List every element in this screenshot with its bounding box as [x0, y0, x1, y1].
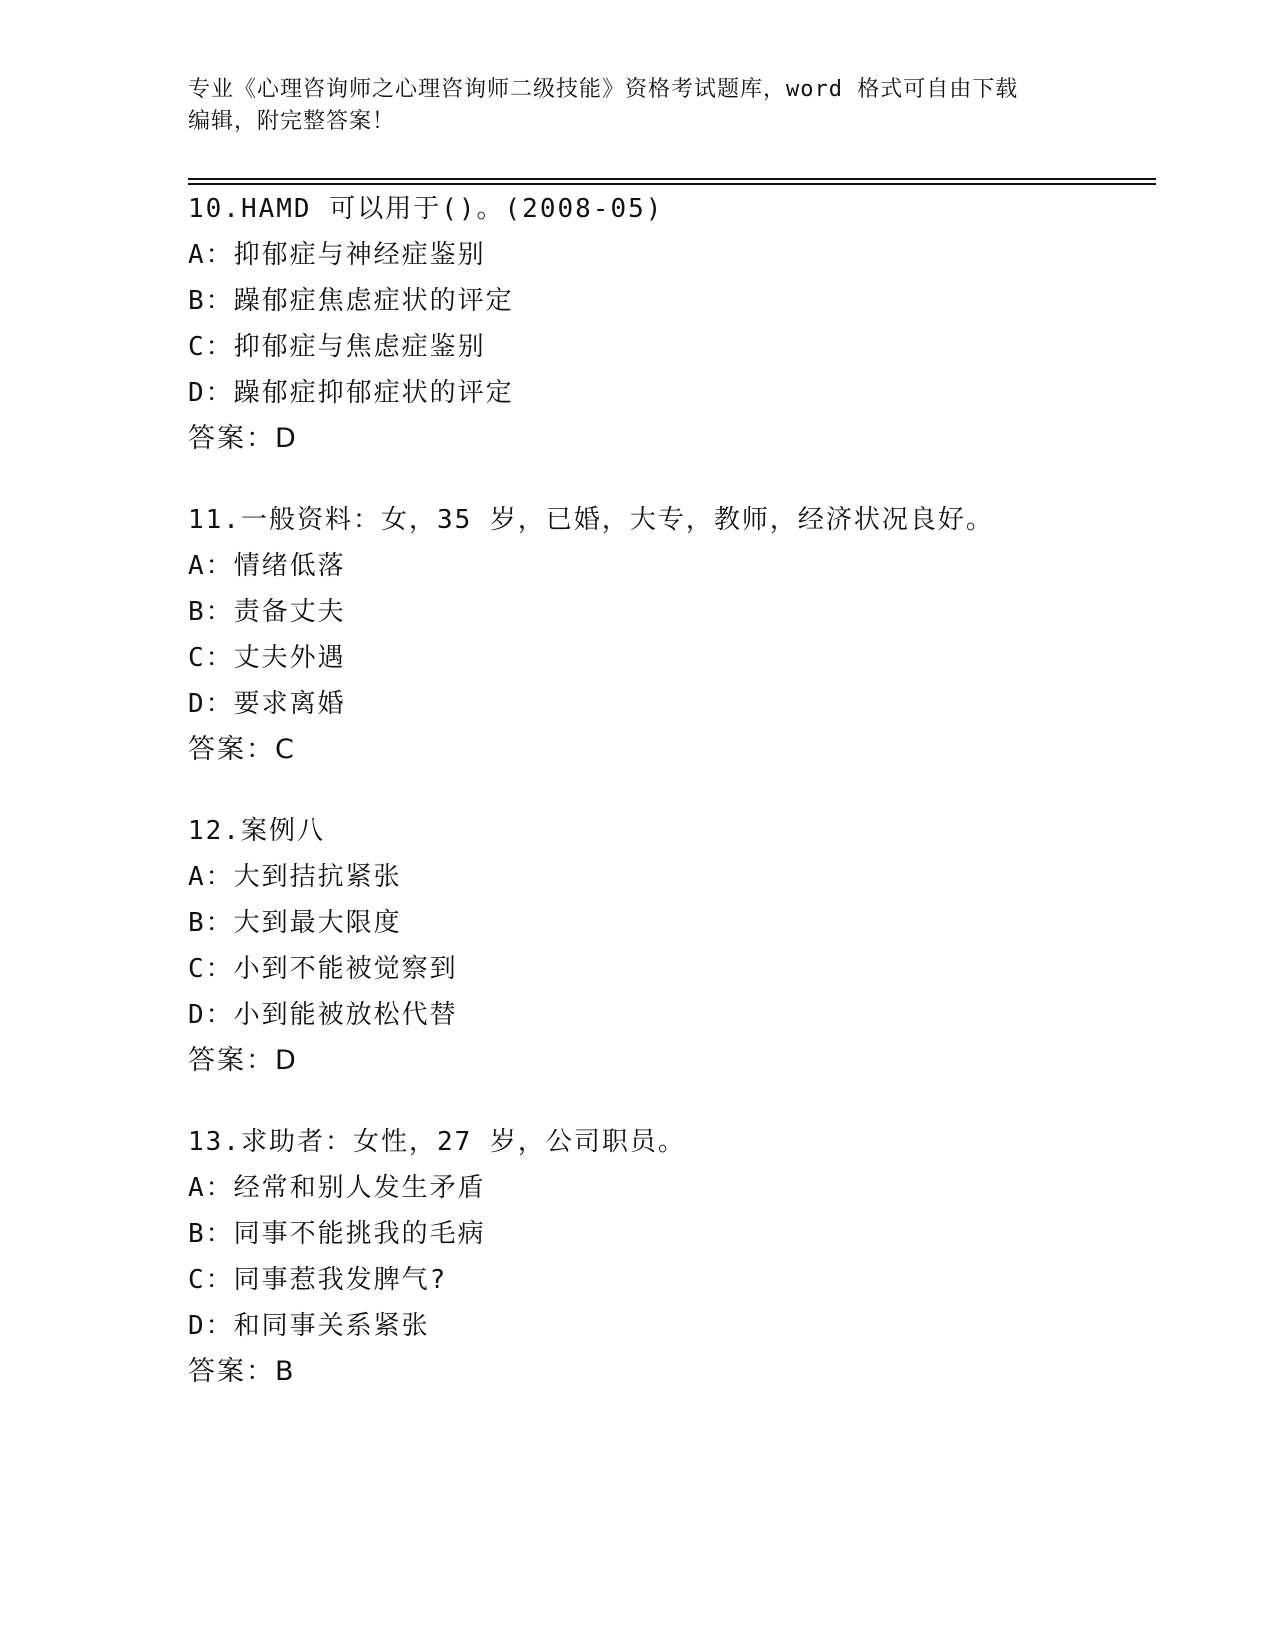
question-13 [188, 1119, 1148, 1395]
option-a: A：抑郁症与神经症鉴别 [188, 240, 486, 270]
option-c: C：小到不能被觉察到 [188, 954, 458, 984]
answer: 答案：B [188, 1356, 296, 1387]
option-c: C：抑郁症与焦虑症鉴别 [188, 332, 486, 362]
answer: 答案：D [188, 1045, 298, 1076]
option-b: B：躁郁症焦虑症状的评定 [188, 286, 514, 316]
option-c: C：丈夫外遇 [188, 643, 346, 673]
question-stem: 12.案例八 [188, 816, 325, 846]
question-stem: 10.HAMD 可以用于()。(2008-05) [188, 194, 664, 224]
option-b: B：责备丈夫 [188, 597, 346, 627]
answer: 答案：D [188, 423, 298, 454]
answer: 答案：C [188, 734, 296, 765]
option-a: A：大到拮抗紧张 [188, 862, 402, 892]
option-b: B：大到最大限度 [188, 908, 402, 938]
question-10 [188, 186, 1148, 462]
option-d: D：要求离婚 [188, 689, 346, 719]
option-b: B：同事不能挑我的毛病 [188, 1219, 486, 1249]
option-a: A：情绪低落 [188, 551, 346, 581]
question-stem: 13.求助者：女性，27 岁，公司职员。 [188, 1127, 686, 1157]
document-header [188, 74, 1088, 138]
header-line-1: 专业《心理咨询师之心理咨询师二级技能》资格考试题库，word 格式可自由下载 [188, 77, 1019, 102]
option-d: D：和同事关系紧张 [188, 1311, 430, 1341]
option-a: A：经常和别人发生矛盾 [188, 1173, 486, 1203]
option-c: C：同事惹我发脾气? [188, 1265, 448, 1295]
header-line-2: 编辑，附完整答案！ [188, 109, 396, 134]
question-11 [188, 497, 1148, 773]
option-d: D：小到能被放松代替 [188, 1000, 458, 1030]
option-d: D：躁郁症抑郁症状的评定 [188, 378, 514, 408]
question-12 [188, 808, 1148, 1084]
header-divider-bottom [188, 183, 1156, 185]
question-stem: 11.一般资料：女，35 岁，已婚，大专，教师，经济状况良好。 [188, 505, 994, 535]
header-divider-top [188, 178, 1156, 180]
